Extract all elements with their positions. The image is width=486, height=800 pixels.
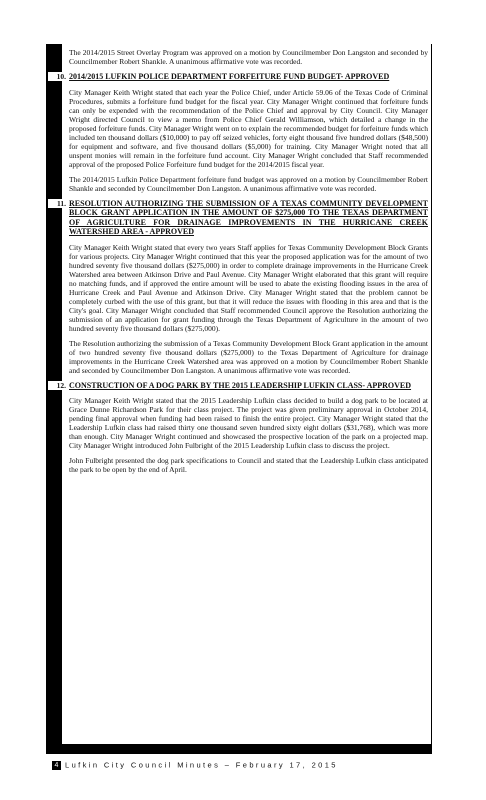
- paragraph-street-overlay: The 2014/2015 Street Overlay Program was approved on a motion by Councilmember Don Langston and seconded by Councilmember Robert Shankle. A unanimous affirmative vote was recorded.: [69, 48, 428, 66]
- page-footer: [52, 760, 452, 772]
- item-paragraph: City Manager Keith Wright stated that every two years Staff applies for Texas Community Development Block Grants for various projects. City Manager Wright continued that this year the proposed application was for the amount of two hundred seventy five thousand dollars ($275,000) in order to complete drainage improvements in the Hurricane Creek Watershed area between Atkinson Drive and Paul Avenue. City Manager Wright elaborated that this grant will require no matching funds, and if approved the entire amount will be used to abate the existing flooding issues in the area of Hurricane Creek and Paul Avenue and Atkinson Drive. City Manager Wright stated that the problem cannot be completely curbed with the use of this grant, but that it will reduce the issues with flooding in this area and that is the City's goal. City Manager Wright concluded that Staff recommended Council approve the Resolution authorizing the submission of an application for grant funding through the Texas Department of Agriculture in the amount of two hundred seventy five thousand dollars ($275,000).: [69, 242, 428, 333]
- item-paragraph: John Fulbright presented the dog park specifications to Council and stated that the Leadership Lufkin class anticipated the park to be open by the end of April.: [69, 456, 428, 474]
- item-number: 12.: [48, 381, 66, 390]
- agenda-item-12: [56, 380, 428, 475]
- item-paragraph: City Manager Keith Wright stated that the 2015 Leadership Lufkin class decided to build a dog park to be located at Grace Dunne Richardson Park for their class project. The project was given preliminary approval in October 2014, pending final approval when funding had been raised to finish the entire project. City Manager Wright stated that the Leadership Lufkin class had raised thirty one thousand seven hundred sixty eight dollars ($31,768), which was more than enough. City Manager Wright continued and showcased the prospective location of the park on a projected map. City Manager Wright introduced John Fulbright of the 2015 Leadership Lufkin class to discuss the project.: [69, 396, 428, 450]
- minutes-body: [56, 44, 431, 744]
- item-heading: 2014/2015 LUFKIN POLICE DEPARTMENT FORFEITURE FUND BUDGET- APPROVED: [69, 72, 390, 81]
- item-number: 10.: [48, 72, 66, 81]
- agenda-item-10: [56, 72, 428, 193]
- page-number: 4: [52, 761, 61, 770]
- item-number: 11.: [48, 199, 66, 208]
- item-heading: CONSTRUCTION OF A DOG PARK BY THE 2015 LEADERSHIP LUFKIN CLASS- APPROVED: [69, 380, 412, 390]
- item-heading: RESOLUTION AUTHORIZING THE SUBMISSION OF A TEXAS COMMUNITY DEVELOPMENT BLOCK GRANT APPLICATION IN THE AMOUNT OF $275,000 TO THE TEXAS DEPARTMENT OF AGRICULTURE FOR DRAINAGE IMPROVEMENTS IN THE HURRICANE CREEK WATERSHED AREA - APPROVED: [69, 198, 428, 236]
- agenda-item-11: [57, 198, 428, 375]
- item-paragraph: City Manager Keith Wright stated that each year the Police Chief, under Article 59.06 of the Texas Code of Criminal Procedures, submits a forfeiture fund budget for the fiscal year. City Manager Wright continued that forfeiture funds can only be expended with the recommendation of the Police Chief and approval by City Council. City Manager Wright directed Council to view a memo from Police Chief Gerald Williamson, which detailed a change in the proposed forfeiture funds. City Manager Wright went on to explain the recommended budget for forfeiture funds which included ten thousand dollars ($10,000) to pay off seized vehicles, forty eight thousand five hundred dollars ($48,500) for equipment and software, and five thousand dollars ($5,000) for training. City Manager Wright noted that all unspent monies will remain in the forfeiture fund account. City Manager Wright concluded that Staff recommended approval of the proposed Police Forfeiture fund budget for the 2014/2015 fiscal year.: [69, 87, 428, 169]
- item-paragraph: The Resolution authorizing the submission of a Texas Community Development Block Grant application in the amount of two hundred seventy five thousand dollars ($275,000) to the Texas Department of Agriculture for drainage improvements in the Hurricane Creek Watershed area was approved on a motion by Councilmember Robert Shankle and seconded by Councilmember Don Langston. A unanimous affirmative vote was recorded.: [69, 338, 428, 375]
- footer-title: Lufkin City Council Minutes – February 17, 2015: [65, 760, 338, 770]
- item-paragraph: The 2014/2015 Lufkin Police Department forfeiture fund budget was approved on a motion by Councilmember Robert Shankle and seconded by Councilmember Don Langston. A unanimous affirmative vote was recorded.: [69, 174, 428, 193]
- document-page: [46, 44, 432, 754]
